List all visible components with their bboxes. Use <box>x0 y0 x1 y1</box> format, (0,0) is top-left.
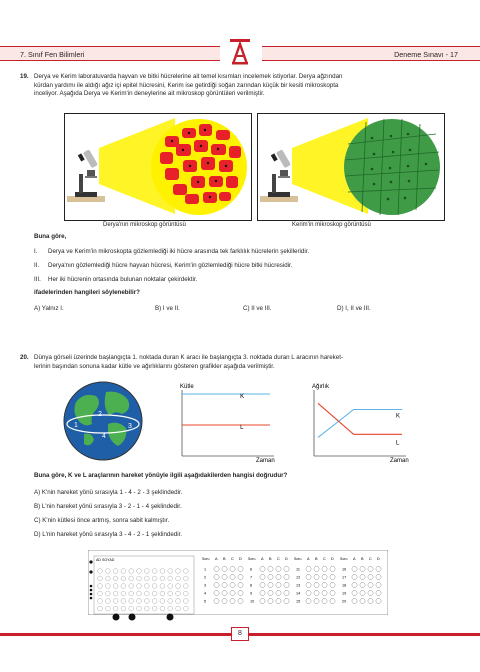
q19-option-a[interactable] <box>34 305 64 312</box>
globe-point-2: 2 <box>98 411 102 418</box>
option-text: Yalnız I. <box>41 305 64 312</box>
option-text: K'nin kütlesi önce artmış, sonra sabit kalmıştır. <box>42 517 170 524</box>
choice-column-header: B <box>315 557 318 561</box>
choice-column-header: B <box>269 557 272 561</box>
answer-row-number: 10 <box>250 599 255 604</box>
name-label: AD SOYAD <box>96 558 115 562</box>
statement-text: Derya'nın gözlemlediği hücre hayvan hücresi, Kerim'in gözlemlediği hücre bitki hücresidir. <box>48 262 293 269</box>
x-axis-label: Zaman <box>256 458 275 464</box>
option-text: L'nin hareket yönü sırasıyla 3 - 4 - 2 - 1 şeklindedir. <box>42 531 183 538</box>
statement-1 <box>34 248 310 257</box>
q19-option-b[interactable] <box>155 305 180 312</box>
choice-column-header: C <box>369 557 372 561</box>
intro-line: lerinin başından sonuna kadar kütle ve ağırlıklarını gösteren grafikler aşağıda verilmiştir. <box>34 362 275 370</box>
question-20-stem: Buna göre, K ve L araçlarının hareket yönüyle ilgili aşağıdakilerden hangisi doğrudur? <box>34 472 288 479</box>
caption-derya: Derya'nın mikroskop görüntüsü <box>103 222 186 228</box>
statement-3 <box>34 276 198 285</box>
q20-option-b[interactable] <box>34 503 182 510</box>
choice-column-header: A <box>307 557 310 561</box>
option-letter: D) <box>34 531 41 538</box>
answer-row-number: 15 <box>296 599 301 604</box>
answer-row-number: 17 <box>342 575 347 580</box>
option-letter: A) <box>34 489 41 496</box>
option-text: K'nin hareket yönü sırasıyla 1 - 4 - 2 - 3 şeklindedir. <box>41 489 183 496</box>
intro-line: kürdan yardımı ile aldığı ağız içi epitel hücresini, Kerim ise getirdiği soğan zarından küçük bir kesiti mikroskopta <box>34 81 339 89</box>
answer-row-number: 6 <box>250 567 253 572</box>
globe-point-1: 1 <box>74 422 78 429</box>
y-axis-label: Kütle <box>180 384 194 390</box>
statement-2 <box>34 262 293 271</box>
question-19-intro <box>20 73 454 99</box>
question-19-stem: ifadelerinden hangileri söylenebilir? <box>34 289 140 296</box>
statement-number: I. <box>34 248 38 255</box>
caption-kerim: Kerim'in mikroskop görüntüsü <box>292 222 371 228</box>
answer-row-number: 12 <box>296 575 301 580</box>
choice-column-header: D <box>239 557 242 561</box>
option-letter: B) <box>155 305 162 312</box>
q20-option-d[interactable] <box>34 531 182 538</box>
choice-column-header: B <box>223 557 226 561</box>
animal-cell-microscope-image <box>65 114 251 220</box>
optical-answer-sheet <box>88 550 388 615</box>
q20-option-a[interactable] <box>34 489 182 496</box>
question-column-header: Soru <box>294 557 302 561</box>
sheet-timing-marks <box>110 612 190 622</box>
globe-point-3: 3 <box>128 423 132 430</box>
statement-number: II. <box>34 262 40 269</box>
q19-option-d[interactable] <box>337 305 371 312</box>
series-l-line <box>318 403 402 434</box>
option-text: II ve III. <box>251 305 272 312</box>
kerim-microscope-panel <box>257 113 445 221</box>
choice-column-header: A <box>261 557 264 561</box>
answer-row-number: 20 <box>342 599 347 604</box>
question-number: 20. <box>20 354 29 361</box>
question-column-header: Soru <box>340 557 348 561</box>
answer-row-number: 11 <box>296 567 300 572</box>
choice-column-header: C <box>277 557 280 561</box>
choice-column-header: B <box>361 557 364 561</box>
series-k-label: K <box>240 394 245 400</box>
answer-row-number: 1 <box>204 567 207 572</box>
statement-text: Derya ve Kerim'in mikroskopta gözlemlediği iki hücre arasında tek farklılık hücrelerin şekilleridir. <box>48 248 310 255</box>
x-axis-label: Zaman <box>390 458 409 464</box>
choice-column-header: D <box>285 557 288 561</box>
choice-column-header: C <box>323 557 326 561</box>
option-text: L'nin hareket yönü sırasıyla 3 - 2 - 1 - 4 şeklindedir. <box>41 503 182 510</box>
option-text: I, II ve III. <box>345 305 371 312</box>
answer-row-number: 7 <box>250 575 253 580</box>
option-letter: A) <box>34 305 41 312</box>
lead-text: Buna göre, <box>34 233 67 240</box>
plant-cell-microscope-image <box>258 114 444 220</box>
header-exam <box>262 46 480 61</box>
question-number: 19. <box>20 73 29 80</box>
statement-text: Her iki hücrenin ortasında bulunan noktalar çekirdektir. <box>48 276 198 283</box>
question-column-header: Soru <box>202 557 210 561</box>
answer-row-number: 16 <box>342 567 347 572</box>
choice-column-header: A <box>353 557 356 561</box>
y-axis-label: Ağırlık <box>312 384 330 390</box>
series-l-label: L <box>240 425 244 431</box>
q20-option-c[interactable] <box>34 517 169 524</box>
earth-globe-icon <box>62 380 144 462</box>
statement-number: III. <box>34 276 41 283</box>
microscope-icon <box>75 149 98 197</box>
derya-microscope-panel <box>64 113 252 221</box>
option-text: I ve II. <box>162 305 180 312</box>
answer-row-number: 18 <box>342 583 347 588</box>
q19-option-c[interactable] <box>243 305 272 312</box>
intro-line: Dünya görseli üzerinde başlangıçta 1. noktada duran K aracı ile başlangıçta 3. noktada duran L aracının hareket- <box>34 354 343 361</box>
answer-row-number: 13 <box>296 583 301 588</box>
answer-row-number: 3 <box>204 583 207 588</box>
answer-row-number: 8 <box>250 583 253 588</box>
choice-column-header: D <box>377 557 380 561</box>
question-20-intro <box>20 354 454 371</box>
series-l-label: L <box>396 440 400 447</box>
answer-row-number: 14 <box>296 591 301 596</box>
option-letter: B) <box>34 503 41 510</box>
answer-row-number: 19 <box>342 591 347 596</box>
answer-row-number: 9 <box>250 591 253 596</box>
option-letter: D) <box>337 305 344 312</box>
option-letter: C) <box>243 305 250 312</box>
mass-time-chart <box>170 380 280 466</box>
page-number: 8 <box>231 627 249 641</box>
choice-column-header: C <box>231 557 234 561</box>
choice-column-header: A <box>215 557 218 561</box>
header-subject <box>0 46 220 61</box>
question-column-header: Soru <box>248 557 256 561</box>
globe-point-4: 4 <box>102 433 106 440</box>
weight-time-chart <box>302 380 414 466</box>
answer-row-number: 5 <box>204 599 207 604</box>
answer-row-number: 2 <box>204 575 207 580</box>
subject-title: 7. Sınıf Fen Bilimleri <box>20 50 85 59</box>
exam-title: Deneme Sınavı - 17 <box>394 50 458 59</box>
answer-row-number: 4 <box>204 591 207 596</box>
choice-column-header: D <box>331 557 334 561</box>
intro-line: inceliyor. Aşağıda Derya ve Kerim'in deneylerine ait mikroskop görüntüleri verilmiştir. <box>34 90 265 98</box>
option-letter: C) <box>34 517 41 524</box>
series-k-label: K <box>396 413 401 420</box>
intro-line: Derya ve Kerim laboratuvarda hayvan ve bitki hücrelerine ait temel kısımları incelemek istiyorlar. Derya ağzından <box>34 73 343 80</box>
ata-logo-icon <box>229 38 251 66</box>
